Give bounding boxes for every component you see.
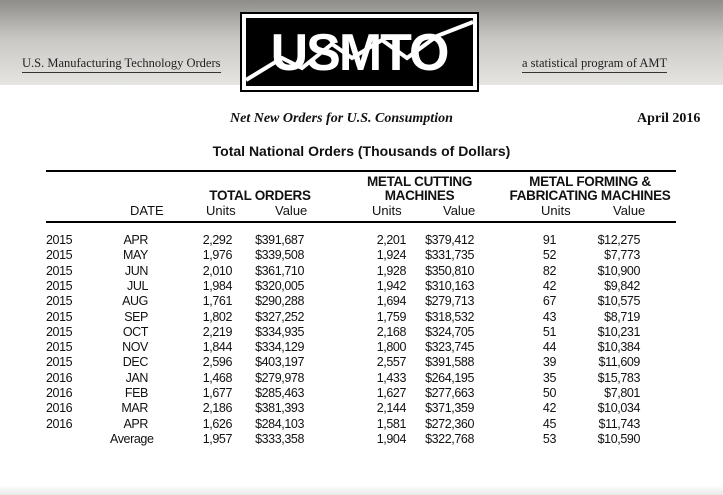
cell-c-value: $379,412	[425, 233, 474, 247]
cell-month: FEB	[124, 386, 148, 400]
cell-t-units: 2,219	[202, 324, 232, 339]
cell-c-units: 1,924	[376, 248, 406, 263]
header-cutting-units: Units	[372, 203, 402, 218]
cell-f-units: 67	[542, 294, 556, 309]
cell-f-value: $10,231	[597, 324, 640, 339]
page-bottom-shade	[0, 485, 723, 495]
cell-year: 2016	[46, 370, 73, 385]
cell-year: 2015	[46, 233, 73, 247]
table-row	[0, 432, 723, 447]
header-forming-value: Value	[613, 203, 646, 218]
cell-t-value: $327,252	[255, 309, 304, 324]
cell-f-value: $10,900	[597, 263, 640, 278]
cell-f-units: 42	[542, 278, 556, 293]
cell-f-units: 44	[542, 340, 556, 355]
table-row	[0, 355, 723, 370]
cell-c-value: $272,360	[425, 416, 474, 431]
header-total-orders: TOTAL ORDERS	[209, 188, 311, 203]
cell-month: Average	[110, 431, 154, 446]
cell-f-value: $10,590	[597, 431, 640, 446]
cell-month: SEP	[124, 309, 148, 324]
cell-c-units: 1,800	[376, 340, 406, 355]
report-month: April 2016	[637, 111, 701, 126]
cell-year: 2015	[46, 278, 73, 293]
cell-c-value: $318,532	[425, 309, 474, 324]
cell-month: JAN	[125, 370, 148, 385]
cell-t-units: 2,596	[202, 355, 232, 370]
cell-c-value: $264,195	[425, 370, 474, 385]
cell-t-units: 1,984	[202, 278, 232, 293]
cell-t-units: 1,677	[202, 386, 232, 400]
cell-c-units: 2,201	[376, 233, 406, 247]
cell-c-value: $371,359	[425, 401, 474, 416]
header-metal-cutting-line1: METAL CUTTING	[366, 174, 473, 189]
cell-f-value: $7,801	[604, 386, 640, 400]
cell-month: AUG	[122, 294, 148, 309]
table-row	[0, 371, 723, 386]
cell-t-units: 1,468	[202, 370, 232, 385]
table-row	[0, 401, 723, 416]
header-metal-cutting-line2: MACHINES	[384, 188, 455, 203]
cell-month: NOV	[122, 340, 148, 355]
header-metal-forming-line2: FABRICATING MACHINES	[509, 188, 671, 203]
cell-t-value: $320,005	[255, 278, 304, 293]
cell-c-units: 2,144	[376, 401, 406, 416]
cell-t-units: 2,292	[202, 233, 232, 247]
table-row	[0, 340, 723, 355]
cell-month: OCT	[122, 324, 148, 339]
cell-t-value: $334,935	[255, 324, 304, 339]
cell-month: APR	[123, 233, 148, 247]
cell-f-units: 39	[542, 355, 556, 370]
cell-month: JUL	[126, 278, 148, 293]
cell-t-units: 2,010	[202, 263, 232, 278]
cell-month: DEC	[122, 355, 148, 370]
cell-c-units: 2,557	[376, 355, 406, 370]
table-title: Total National Orders (Thousands of Dollars)	[212, 143, 511, 159]
cell-month: MAY	[123, 248, 148, 263]
header-right-text: a statistical program of AMT	[522, 56, 667, 73]
table-row	[0, 310, 723, 325]
cell-year: 2016	[46, 386, 73, 400]
table-row	[0, 294, 723, 309]
cell-c-value: $350,810	[425, 263, 474, 278]
table-header-rule	[46, 221, 676, 223]
cell-c-value: $323,745	[425, 340, 474, 355]
cell-year: 2015	[46, 309, 73, 324]
table-row	[0, 233, 723, 248]
cell-t-value: $334,129	[255, 340, 304, 355]
cell-t-units: 1,802	[202, 309, 232, 324]
table-row	[0, 386, 723, 401]
cell-c-units: 2,168	[376, 324, 406, 339]
cell-f-units: 45	[542, 416, 556, 431]
header-metal-forming-line1: METAL FORMING &	[529, 174, 651, 189]
cell-f-units: 43	[542, 309, 556, 324]
cell-c-units: 1,942	[376, 278, 406, 293]
cell-t-value: $285,463	[255, 386, 304, 400]
cell-t-units: 1,844	[202, 340, 232, 355]
cell-c-value: $391,588	[425, 355, 474, 370]
cell-f-units: 50	[542, 386, 556, 400]
cell-c-units: 1,694	[376, 294, 406, 309]
cell-c-units: 1,433	[376, 370, 406, 385]
cell-t-units: 1,957	[202, 431, 232, 446]
cell-t-value: $391,687	[255, 233, 304, 247]
cell-f-units: 51	[542, 324, 556, 339]
header-forming-units: Units	[541, 203, 571, 218]
cell-year: 2016	[46, 416, 73, 431]
cell-month: JUN	[124, 263, 148, 278]
header-total-units: Units	[206, 203, 236, 218]
cell-f-value: $11,743	[598, 416, 640, 431]
cell-f-value: $7,773	[604, 248, 640, 263]
cell-f-value: $11,609	[598, 355, 640, 370]
header-cutting-value: Value	[443, 203, 476, 218]
cell-f-units: 91	[542, 233, 556, 247]
cell-c-units: 1,581	[376, 416, 406, 431]
table-row	[0, 248, 723, 263]
cell-f-value: $10,575	[597, 294, 640, 309]
cell-year: 2015	[46, 324, 73, 339]
cell-f-value: $10,034	[597, 401, 640, 416]
cell-c-value: $277,663	[425, 386, 474, 400]
report-subtitle: Net New Orders for U.S. Consumption	[230, 111, 453, 126]
cell-year: 2015	[46, 355, 73, 370]
cell-f-units: 82	[542, 263, 556, 278]
cell-c-units: 1,928	[376, 263, 406, 278]
header-date: DATE	[130, 203, 164, 218]
cell-t-value: $361,710	[255, 263, 304, 278]
cell-year: 2015	[46, 294, 73, 309]
cell-year: 2016	[46, 401, 73, 416]
cell-f-value: $10,384	[597, 340, 640, 355]
header-total-value: Value	[275, 203, 308, 218]
cell-c-units: 1,759	[376, 309, 406, 324]
cell-t-value: $403,197	[255, 355, 304, 370]
cell-year: 2015	[46, 248, 73, 263]
cell-t-value: $290,288	[255, 294, 304, 309]
cell-t-units: 1,626	[202, 416, 232, 431]
cell-t-value: $339,508	[255, 248, 304, 263]
cell-t-units: 1,761	[202, 294, 232, 309]
cell-c-units: 1,904	[376, 431, 406, 446]
table-top-rule	[46, 170, 676, 172]
cell-t-units: 1,976	[202, 248, 232, 263]
cell-t-value: $284,103	[255, 416, 304, 431]
cell-c-value: $331,735	[425, 248, 474, 263]
cell-year: 2015	[46, 340, 73, 355]
table-row	[0, 325, 723, 340]
cell-t-value: $279,978	[255, 370, 304, 385]
cell-month: APR	[123, 416, 148, 431]
cell-c-value: $324,705	[425, 324, 474, 339]
cell-f-units: 35	[542, 370, 556, 385]
cell-f-value: $15,783	[597, 370, 640, 385]
cell-f-units: 52	[542, 248, 556, 263]
cell-c-value: $279,713	[425, 294, 474, 309]
cell-month: MAR	[121, 401, 148, 416]
table-row	[0, 264, 723, 279]
usmto-logo	[240, 12, 479, 92]
cell-year: 2015	[46, 263, 73, 278]
cell-c-value: $322,768	[425, 431, 474, 446]
cell-f-value: $8,719	[604, 309, 640, 324]
cell-t-units: 2,186	[202, 401, 232, 416]
logo-text: USMTO	[270, 24, 448, 82]
cell-f-units: 53	[542, 431, 556, 446]
cell-t-value: $381,393	[255, 401, 304, 416]
cell-f-value: $9,842	[604, 278, 640, 293]
cell-f-value: $12,275	[597, 233, 640, 247]
cell-t-value: $333,358	[255, 431, 304, 446]
cell-c-units: 1,627	[376, 386, 406, 400]
cell-f-units: 42	[542, 401, 556, 416]
table-row	[0, 279, 723, 294]
table-row	[0, 417, 723, 432]
header-left-text: U.S. Manufacturing Technology Orders	[22, 56, 221, 73]
cell-c-value: $310,163	[425, 278, 474, 293]
